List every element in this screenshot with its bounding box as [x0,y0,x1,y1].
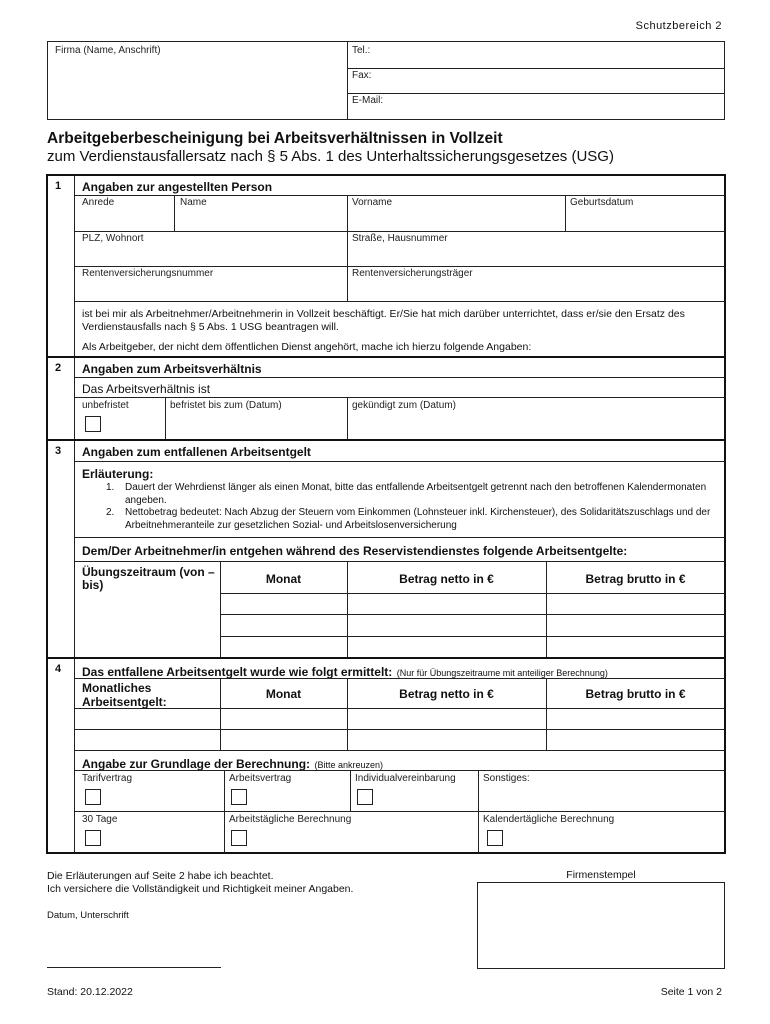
explanation-item-1: Dauert der Wehrdienst länger als einen Monat, bitte das entfallende Arbeitsentgelt getrennt nach den betroffenen Kalendermonaten angeben. [125,482,707,506]
section-1-number: 1 [55,180,62,192]
security-level-label: Schutzbereich 2 [635,20,722,32]
version-date: Stand: 20.12.2022 [47,986,133,998]
table-row[interactable] [75,709,725,728]
col-betrag-brutto-4: Betrag brutto in € [585,687,686,701]
col-monat-4: Monat [265,687,302,701]
explanation-title: Erläuterung: [82,467,154,481]
rv-nummer-field[interactable]: Rentenversicherungsnummer [82,268,214,279]
kalendertaegliche-checkbox[interactable] [487,830,503,846]
firma-field[interactable]: Firma (Name, Anschrift) [55,45,161,56]
grundlage-note: (Bitte ankreuzen) [314,760,384,770]
employer-statement: Als Arbeitgeber, der nicht dem öffentlichen Dienst angehört, mache ich hierzu folgende Angaben: [82,341,532,353]
name-field[interactable]: Name [180,197,207,208]
vorname-field[interactable]: Vorname [352,197,393,208]
section-4-number: 4 [55,663,62,675]
col-betrag-netto: Betrag netto in € [399,572,494,586]
col-monat: Monat [265,572,302,586]
arbeitsvertrag-label: Arbeitsvertrag [229,773,292,784]
explanation-item-2: Nettobetrag bedeutet: Nach Abzug der Steuern vom Einkommen (Lohnsteuer inkl. Kirchensteuer), des Solidaritätszuschlags und der Arbeitnehmeranteile zur gesetzlichen Sozial- und Arbeitslosenversicherung [125,507,711,531]
explanation-item-1-number: 1. [106,482,115,493]
geburtsdatum-field[interactable]: Geburtsdatum [570,197,634,208]
firmenstempel-label: Firmenstempel [566,869,636,881]
individualvereinbarung-checkbox[interactable] [357,789,373,805]
grundlage-heading: Angabe zur Grundlage der Berechnung: [82,757,311,771]
table-row[interactable] [221,637,725,657]
sonstiges-field[interactable]: Sonstiges: [483,773,530,784]
table-row[interactable] [75,730,725,749]
plz-wohnort-field[interactable]: PLZ, Wohnort [82,233,144,244]
table-row[interactable] [221,615,725,635]
anrede-field[interactable]: Anrede [82,197,115,208]
col-uebungszeitraum: Übungszeitraum (von – bis) [82,565,215,592]
signature-line[interactable] [47,967,221,968]
tarifvertrag-label: Tarifvertrag [82,773,133,784]
section-2-number: 2 [55,362,62,374]
form-title: Arbeitgeberbescheinigung bei Arbeitsverhältnissen in Vollzeit [47,130,503,147]
arbeitstaegliche-label: Arbeitstägliche Berechnung [229,814,352,825]
strasse-field[interactable]: Straße, Hausnummer [352,233,448,244]
unbefristet-checkbox[interactable] [85,416,101,432]
fax-field[interactable]: Fax: [352,70,372,81]
table-row[interactable] [221,594,725,614]
col-monatliches-entgelt: Monatliches Arbeitsentgelt: [82,681,167,709]
footer-confirmation-2: Ich versichere die Vollständigkeit und Richtigkeit meiner Angaben. [47,883,354,895]
email-field[interactable]: E-Mail: [352,95,384,106]
arbeitsvertrag-checkbox[interactable] [231,789,247,805]
section-4-title: Das entfallene Arbeitsentgelt wurde wie folgt ermittelt: [82,665,393,679]
30-tage-label: 30 Tage [82,814,118,825]
section-3-number: 3 [55,445,62,457]
30-tage-checkbox[interactable] [85,830,101,846]
gekuendigt-field[interactable]: gekündigt zum (Datum) [352,400,456,411]
section-1-title: Angaben zur angestellten Person [82,180,273,194]
kalendertaegliche-label: Kalendertägliche Berechnung [483,814,615,825]
footer-confirmation-1: Die Erläuterungen auf Seite 2 habe ich beachtet. [47,870,274,882]
unbefristet-label: unbefristet [82,400,129,411]
section-3-title: Angaben zum entfallenen Arbeitsentgelt [82,445,311,459]
col-betrag-netto-4: Betrag netto in € [399,687,494,701]
befristet-field[interactable]: befristet bis zum (Datum) [170,400,282,411]
col-betrag-brutto: Betrag brutto in € [585,572,686,586]
page-number: Seite 1 von 2 [660,986,722,998]
section-2-intro: Das Arbeitsverhältnis ist [82,382,211,396]
employment-statement: ist bei mir als Arbeitnehmer/Arbeitnehmerin in Vollzeit beschäftigt. Er/Sie hat mich darüber unterrichtet, dass er/sie den Ersatz des Verdienstausfalls nach § 5 Abs. 1 USG beantragen will. [82,308,685,333]
form-subtitle: zum Verdienstausfallersatz nach § 5 Abs. 1 des Unterhaltssicherungsgesetzes (USG) [47,148,614,165]
section-2-title: Angaben zum Arbeitsverhältnis [82,362,262,376]
earnings-subheading: Dem/Der Arbeitnehmer/in entgehen während des Reservistendienstes folgende Arbeitsentgelte: [82,544,628,558]
arbeitstaegliche-checkbox[interactable] [231,830,247,846]
explanation-item-2-number: 2. [106,507,115,518]
company-stamp-box[interactable] [477,882,725,969]
rv-traeger-field[interactable]: Rentenversicherungsträger [352,268,473,279]
individualvereinbarung-label: Individualvereinbarung [355,773,456,784]
uebungszeitraum-input[interactable] [75,594,219,656]
tarifvertrag-checkbox[interactable] [85,789,101,805]
datum-unterschrift-label: Datum, Unterschrift [47,910,129,921]
tel-field[interactable]: Tel.: [352,45,371,56]
section-4-note: (Nur für Übungszeitraume mit anteiliger Berechnung) [396,668,608,678]
